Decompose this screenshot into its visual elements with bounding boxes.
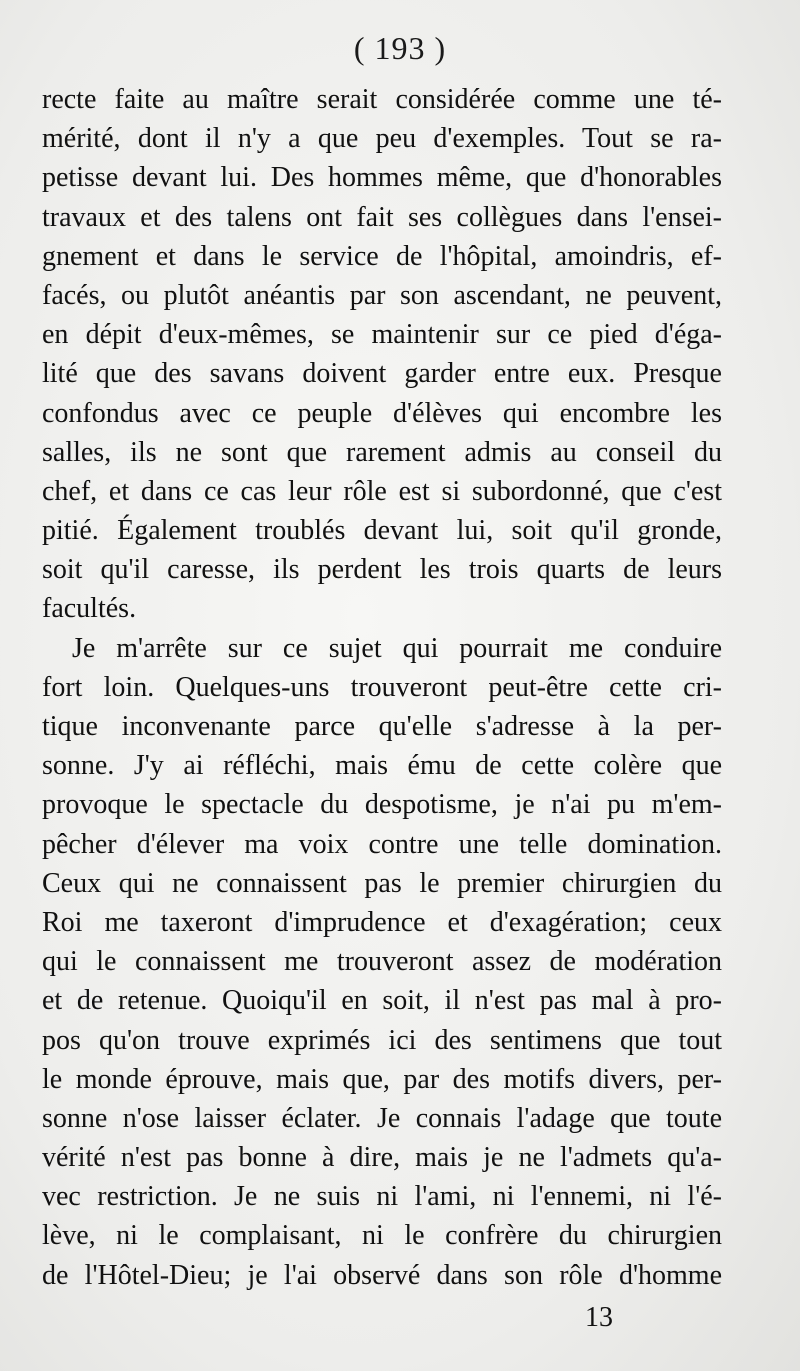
body-text	[42, 80, 722, 1295]
text-line: sonne. J'y ai réfléchi, mais ému de cette colère que	[42, 750, 722, 782]
text-line: le monde éprouve, mais que, par des motifs divers, per-	[42, 1063, 722, 1095]
text-line: et de retenue. Quoiqu'il en soit, il n'est pas mal à pro-	[42, 985, 722, 1017]
text-line: Je m'arrête sur ce sujet qui pourrait me conduire	[72, 632, 722, 664]
text-line: Roi me taxeront d'imprudence et d'exagération; ceux	[42, 906, 722, 938]
text-line: confondus avec ce peuple d'élèves qui encombre les	[42, 397, 722, 429]
text-line: chef, et dans ce cas leur rôle est si subordonné, que c'est	[42, 475, 722, 507]
text-line: facés, ou plutôt anéantis par son ascendant, ne peuvent,	[42, 279, 722, 311]
text-line: mérité, dont il n'y a que peu d'exemples. Tout se ra-	[42, 123, 722, 155]
text-line: fort loin. Quelques-uns trouveront peut-être cette cri-	[42, 671, 722, 703]
text-line: salles, ils ne sont que rarement admis au conseil du	[42, 436, 722, 468]
signature-mark: 13	[585, 1302, 613, 1333]
text-line: Ceux qui ne connaissent pas le premier chirurgien du	[42, 867, 722, 899]
text-line: qui le connaissent me trouveront assez de modération	[42, 946, 722, 978]
text-line: en dépit d'eux-mêmes, se maintenir sur ce pied d'éga-	[42, 319, 722, 351]
text-line: lité que des savans doivent garder entre eux. Presque	[42, 358, 722, 390]
paragraph-1	[42, 80, 722, 629]
text-line: sonne n'ose laisser éclater. Je connais l'adage que toute	[42, 1102, 722, 1134]
text-line: petisse devant lui. Des hommes même, que d'honorables	[42, 162, 722, 194]
text-line: provoque le spectacle du despotisme, je n'ai pu m'em-	[42, 789, 722, 821]
text-line: recte faite au maître serait considérée comme une té-	[42, 84, 722, 115]
text-line: pitié. Également troublés devant lui, soit qu'il gronde,	[42, 515, 722, 547]
paragraph-2	[42, 629, 722, 1295]
text-line: vérité n'est pas bonne à dire, mais je ne l'admets qu'a-	[42, 1142, 722, 1174]
text-line: travaux et des talens ont fait ses collègues dans l'ensei-	[42, 201, 722, 233]
text-line: de l'Hôtel-Dieu; je l'ai observé dans son rôle d'homme	[42, 1259, 722, 1291]
text-line: pos qu'on trouve exprimés ici des sentimens que tout	[42, 1024, 722, 1056]
text-line: soit qu'il caresse, ils perdent les trois quarts de leurs	[42, 554, 722, 586]
text-line: pêcher d'élever ma voix contre une telle domination.	[42, 828, 722, 860]
page-number: ( 193 )	[353, 30, 447, 66]
text-line: tique inconvenante parce qu'elle s'adresse à la per-	[42, 711, 722, 742]
text-line: lève, ni le complaisant, ni le confrère du chirurgien	[42, 1220, 722, 1252]
text-line: vec restriction. Je ne suis ni l'ami, ni l'ennemi, ni l'é-	[42, 1181, 722, 1213]
text-line: gnement et dans le service de l'hôpital, amoindris, ef-	[42, 240, 722, 272]
text-line: facultés.	[42, 593, 137, 625]
